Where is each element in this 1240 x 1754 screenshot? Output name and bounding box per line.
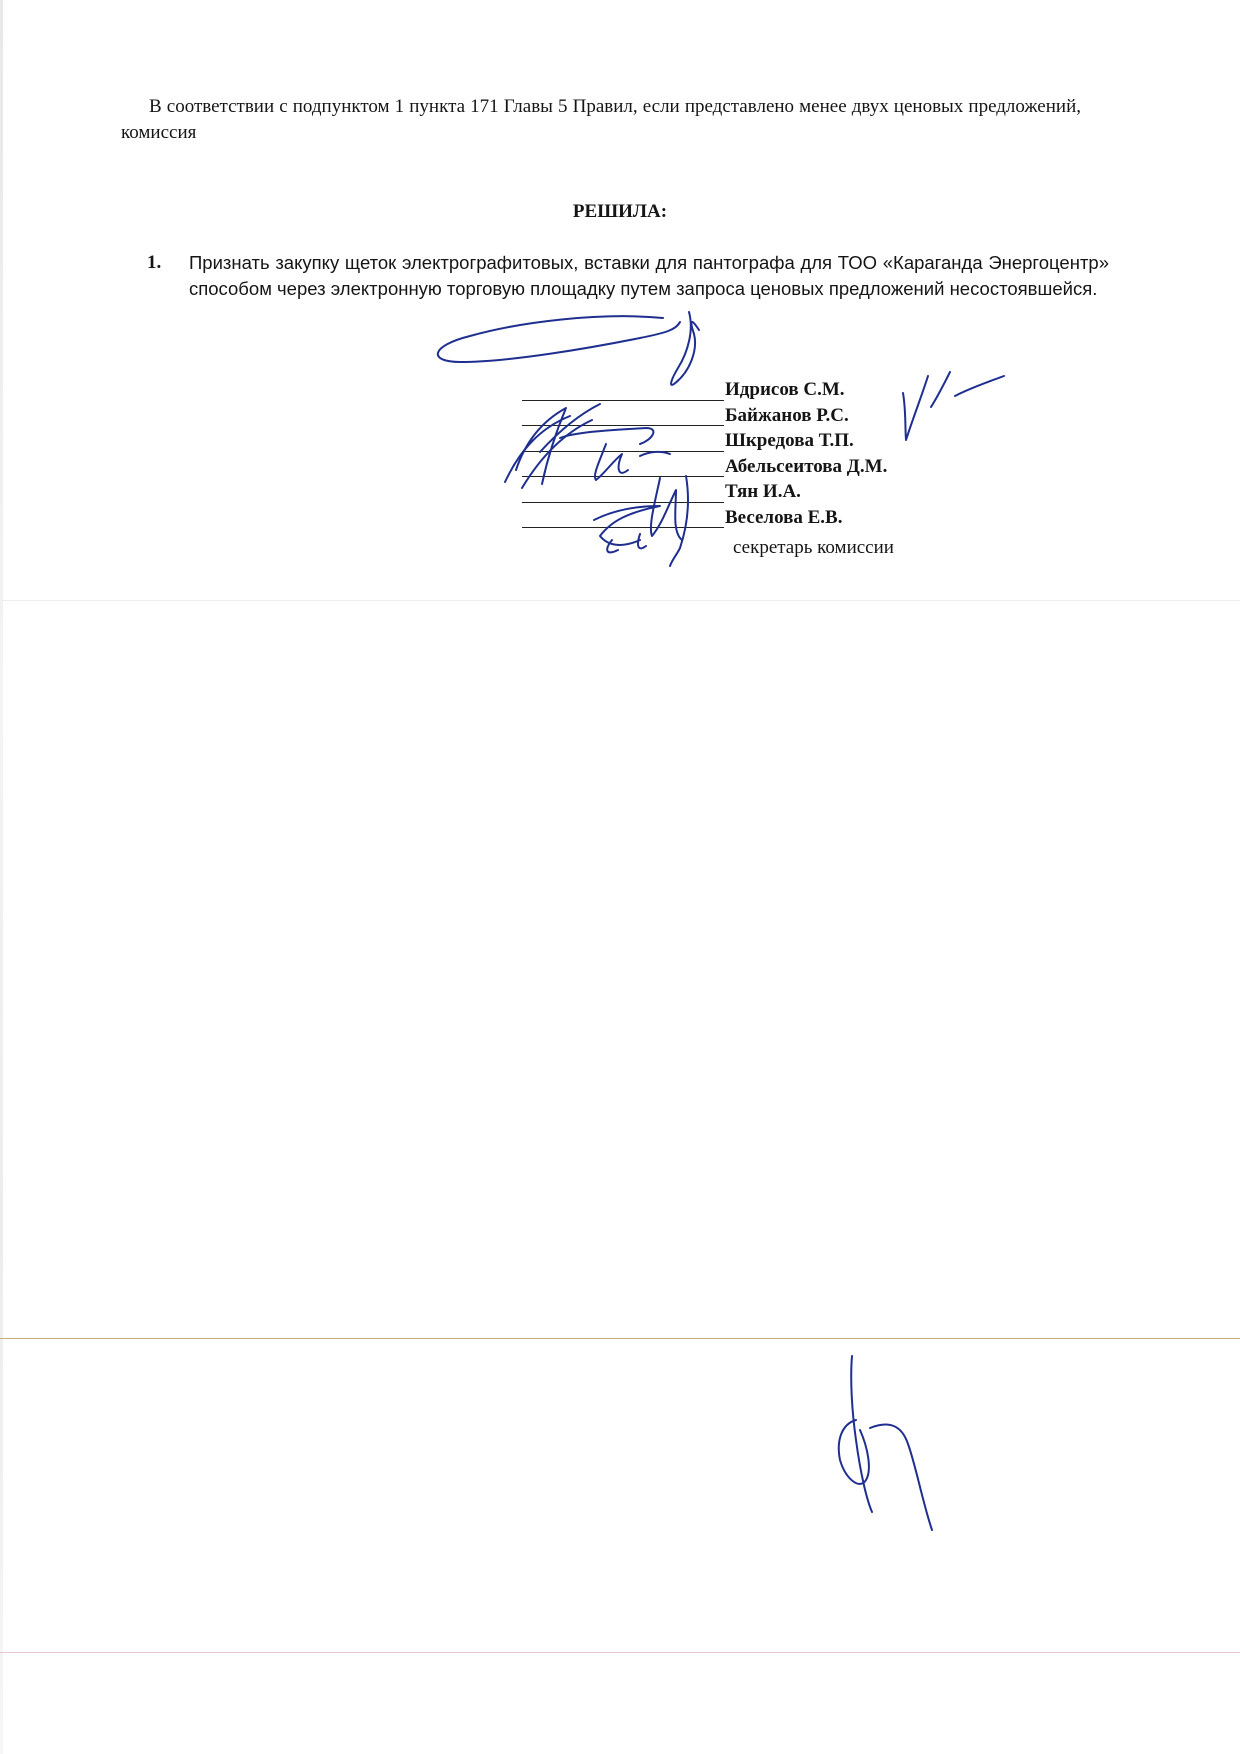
intro-text: В соответствии с подпунктом 1 пункта 171 Главы 5 Правил, если представлено менее двух ценовых предложений, комиссия [121,96,1081,143]
signature-row [522,379,982,405]
signature-stroke [438,316,680,362]
signature-line [522,451,724,452]
signature-stroke [607,534,646,552]
signatory-name: Абельсеитова Д.М. [725,455,888,477]
signature-line [522,527,724,528]
signature-line [522,476,724,477]
signature-line [522,425,724,426]
signatory-name: Байжанов Р.С. [725,404,849,426]
signature-line [522,502,724,503]
secretary-role: секретарь комиссии [733,537,894,558]
decision-text: Признать закупку щеток электрографитовых, вставки для пантографа для ТОО «Караганда Энергоцентр» способом через электронную торговую площадку путем запроса ценовых предложений несостоявшейся. [189,252,1109,299]
signature-stroke [671,312,699,385]
scan-edge [0,0,3,1754]
page-fold-line [0,1338,1240,1339]
page-crease [0,600,1240,601]
signature-row [522,430,982,456]
signature-stroke [851,1356,872,1512]
signatory-name: Шкредова Т.П. [725,430,854,451]
signatures-block [522,379,982,532]
decision-number: 1. [147,252,162,273]
signatory-name: Идрисов С.М. [725,379,845,400]
page-fold-line [0,1652,1240,1653]
signature-row [522,405,982,431]
decision-heading: РЕШИЛА: [572,201,668,222]
decision-item [147,250,1109,302]
signature-line [522,400,724,401]
signature-stroke [870,1425,932,1530]
signatory-name: Веселова Е.В. [725,506,843,528]
signature-row [522,456,982,482]
signatory-name: Тян И.А. [725,481,801,502]
signature-stroke [839,1420,869,1484]
signature-row [522,481,982,507]
intro-paragraph [121,94,1081,146]
signature-row [522,507,982,533]
